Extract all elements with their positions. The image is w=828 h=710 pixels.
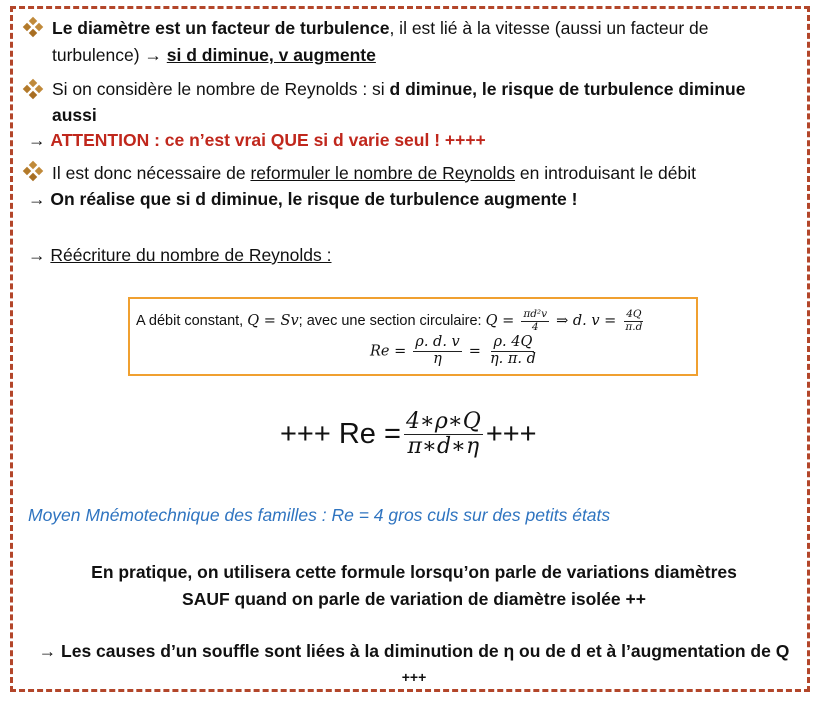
fraction-numerator: 4Q <box>626 308 642 320</box>
diameter-rest: , il est lié à la vitesse (aussi un facteur de <box>389 18 709 38</box>
main-formula-suffix: +++ <box>485 418 537 451</box>
formula-q: Q = <box>485 312 515 329</box>
paragraph-diameter-line2 <box>52 44 376 66</box>
fraction-re-1 <box>413 335 461 368</box>
reformulate-prefix: Il est donc nécessaire de <box>52 163 251 183</box>
practice-line-1: En pratique, on utilisera cette formule lorsqu’on parle de variations diamètres <box>91 562 737 582</box>
rewrite-text: Réécriture du nombre de Reynolds : <box>50 245 332 265</box>
causes-line-2: +++ <box>401 669 427 685</box>
reynolds-bold: d diminue, le risque de turbulence diminue <box>389 79 746 99</box>
main-formula-prefix: +++ Re = <box>280 418 401 451</box>
paragraph-reynolds <box>52 78 745 100</box>
arrow-icon: → <box>28 245 51 265</box>
reynolds-prefix: Si on considère le nombre de Reynolds : si <box>52 79 390 99</box>
fraction-dv <box>623 309 644 333</box>
fraction-numerator: ρ. d. v <box>415 334 460 350</box>
arrow-icon: → <box>28 130 51 150</box>
reynolds-line2: aussi <box>52 105 97 125</box>
realise-text: On réalise que si d diminue, le risque de turbulence augmente ! <box>50 189 578 209</box>
formula-re: Re = <box>370 343 407 360</box>
fraction-numerator: 4∗ρ∗Q <box>405 409 481 434</box>
paragraph-reformulate <box>52 162 696 184</box>
causes-line-1: → Les causes d’un souffle sont liées à la diminution de η ou de d et à l’augmentation de Q <box>38 641 790 661</box>
formula-equals: = <box>468 343 481 360</box>
fraction-denominator: 4 <box>531 320 539 333</box>
formula-line-1 <box>136 309 647 333</box>
fraction-denominator: π.d <box>625 320 643 333</box>
diameter-conclusion: si d diminue, v augmente <box>166 45 376 65</box>
fraction-denominator: π∗d∗η <box>407 434 480 460</box>
reformulate-underlined: reformuler le nombre de Reynolds <box>250 163 516 183</box>
fraction-re-2 <box>488 335 538 368</box>
fraction-denominator: η <box>433 350 442 367</box>
fraction-section <box>521 309 549 333</box>
arrow-icon: → <box>28 189 51 209</box>
realise-line <box>28 188 577 210</box>
formula-q-sv: Q = Sv <box>247 312 299 329</box>
main-formula-fraction <box>404 410 483 459</box>
reformulate-suffix: en introduisant le débit <box>515 163 696 183</box>
diamond-bullet-icon <box>24 162 42 180</box>
fraction-numerator: πd²v <box>523 308 548 320</box>
fraction-numerator: ρ. 4Q <box>493 334 533 350</box>
formula-implies: ⇒ d. v = <box>556 312 617 329</box>
paragraph-diameter <box>52 17 709 39</box>
practice-line-2: SAUF quand on parle de variation de diamètre isolée ++ <box>182 589 646 609</box>
diameter-bold: Le diamètre est un facteur de turbulence <box>52 18 390 38</box>
attention-line <box>28 129 486 151</box>
diamond-bullet-icon <box>24 18 42 36</box>
formula-mid-text: ; avec une section circulaire: <box>298 312 486 329</box>
formula-line-2 <box>370 335 541 368</box>
fraction-denominator: η. π. d <box>489 350 536 367</box>
main-formula <box>280 410 537 459</box>
attention-text: ATTENTION : ce n’est vrai QUE si d varie seul ! ++++ <box>50 130 486 150</box>
formula-text: A débit constant, <box>136 312 248 329</box>
formula-box <box>128 297 698 376</box>
diamond-bullet-icon <box>24 80 42 98</box>
mnemonic-line: Moyen Mnémotechnique des familles : Re = 4 gros culs sur des petits états <box>28 505 611 525</box>
rewrite-line <box>28 244 332 266</box>
diameter-line2-prefix: turbulence) → <box>52 45 167 65</box>
